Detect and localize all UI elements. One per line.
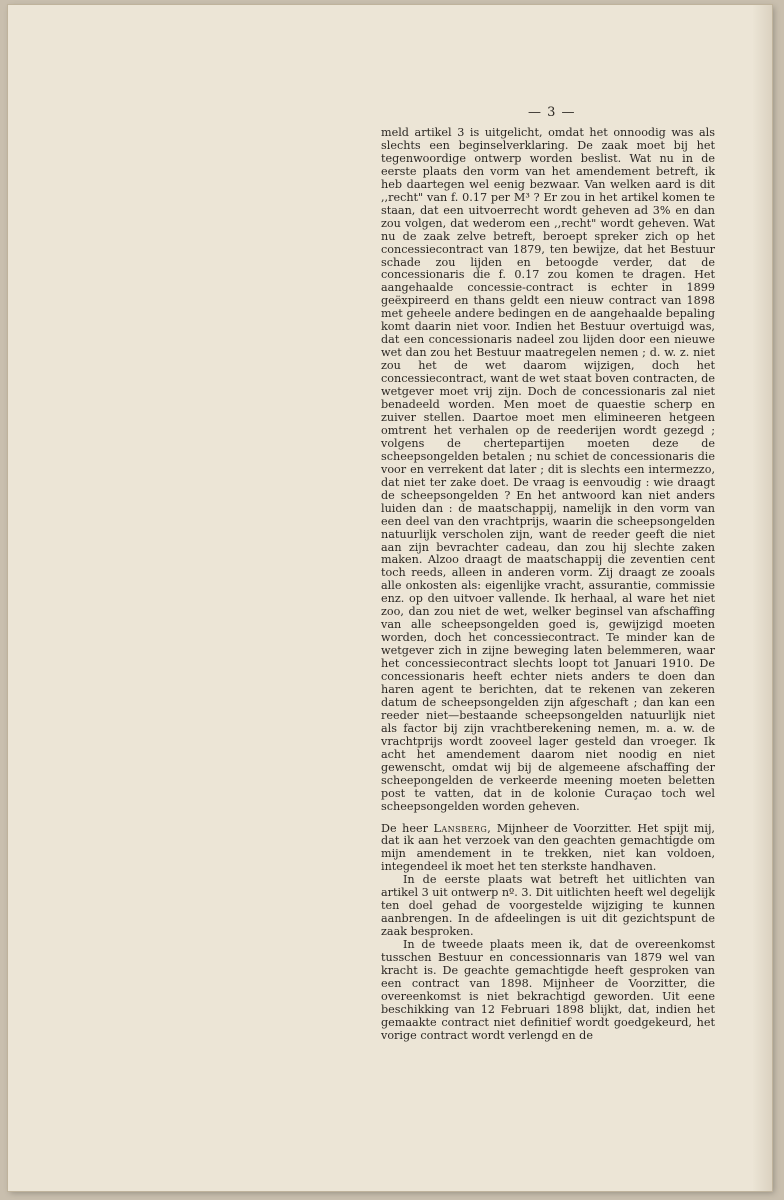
paragraph-2-text: Mijnheer de Voorzitter. Het spijt mij, dat ik aan het verzoek van den geachten gemachtigde om mijn amendement in te trekken, niet kan voldoen, integendeel ik moet het ten sterkste handhaven. [381, 821, 715, 874]
page-number: — 3 — [528, 105, 576, 120]
paragraph-2 [381, 823, 715, 875]
speaker-name: Lansberg, [433, 821, 492, 835]
text-column [381, 127, 715, 1043]
paragraph-1: meld artikel 3 is uitgelicht, omdat het onnoodig was als slechts een beginselverklaring. De zaak moet bij het tegenwoordige ontwerp worden beslist. Wat nu in de eerste plaats den vorm van het amendement betreft, ik heb daartegen wel eenig bezwaar. Van welken aard is dit ,,recht" van f. 0.17 per M³ ? Er zou in het artikel komen te staan, dat een uitvoerrecht wordt geheven ad 3% en dan zou volgen, dat wederom een ,,recht" wordt geheven. Wat nu de zaak zelve betreft, beroept spreker zich op het concessiecontract van 1879, ten bewijze, dat het Bestuur schade zou lijden en betoogde verder, dat de concessionaris die f. 0.17 zou komen te dragen. Het aangehaalde concessie-contract is echter in 1899 geëxpireerd en thans geldt een nieuw contract van 1898 met geheele andere bedingen en de aangehaalde bepaling komt daarin niet voor. Indien het Bestuur overtuigd was, dat een concessionaris nadeel zou lijden door een nieuwe wet dan zou het Bestuur maatregelen nemen ; d. w. z. niet zou het de wet daarom wijzigen, doch het concessiecontract, want de wet staat boven contracten, de wetgever moet vrij zijn. Doch de concessionaris zal niet benadeeld worden. Men moet de quaestie scherp en zuiver stellen. Daartoe moet men elimineeren hetgeen omtrent het verhalen op de reederijen wordt gezegd ; volgens de chertepartijen moeten deze de scheepsongelden betalen ; nu schiet de concessionaris die voor en verrekent dat later ; dit is slechts een intermezzo, dat niet ter zake doet. De vraag is eenvoudig : wie draagt de scheepsongelden ? En het antwoord kan niet anders luiden dan : de maatschappij, namelijk in den vorm van een deel van den vrachtprijs, waarin die scheepsongelden natuurlijk verscholen zijn, want de reeder geeft die niet aan zijn bevrachter cadeau, dan zou hij slechte zaken maken. Alzoo draagt de maatschappij die zeventien cent toch reeds, alleen in anderen vorm. Zij draagt ze zooals alle onkosten als: eigenlijke vracht, assurantie, commissie enz. op den uitvoer vallende. Ik herhaal, al ware het niet zoo, dan zou niet de wet, welker beginsel van afschaffing van alle scheepsongelden goed is, gewijzigd moeten worden, doch het concessiecontract. Te minder kan de wetgever zich in zijne beweging laten belemmeren, waar het concessiecontract slechts loopt tot Januari 1910. De concessionaris heeft echter niets anders te doen dan haren agent te berichten, dat te rekenen van zekeren datum de scheepsongelden zijn afgeschaft ; dan kan een reeder niet—bestaande scheepsongelden natuurlijk niet als factor bij zijn vrachtberekening nemen, m. a. w. de vrachtprijs wordt zooveel lager gesteld dan vroeger. Ik acht het amendement daarom niet noodig en niet gewenscht, omdat wij bij de algemeene afschaffing der scheepongelden de verkeerde meening moeten beletten post te vatten, dat in de kolonie Curaçao toch wel scheepsongelden worden geheven. [381, 126, 715, 813]
paragraph-3: In de eerste plaats wat betreft het uitlichten van artikel 3 uit ontwerp nº. 3. Dit uitlichten heeft wel degelijk ten doel gehad de voorgestelde wijziging te kunnen aanbrengen. In de afdeelingen is uit dit gezichtspunt de zaak besproken. [381, 873, 715, 939]
paragraph-4: In de tweede plaats meen ik, dat de overeenkomst tusschen Bestuur en concessionnaris van 1879 wel van kracht is. De geachte gemachtigde heeft gesproken van een contract van 1898. Mijnheer de Voorzitter, die overeenkomst is niet bekrachtigd geworden. Uit eene beschikking van 12 Februari 1898 blijkt, dat, indien het gemaakte contract niet definitief wordt goedgekeurd, het vorige contract wordt verlengd en de [381, 938, 715, 1042]
document-page [8, 5, 772, 1191]
speaker-prefix: De heer [381, 821, 428, 835]
